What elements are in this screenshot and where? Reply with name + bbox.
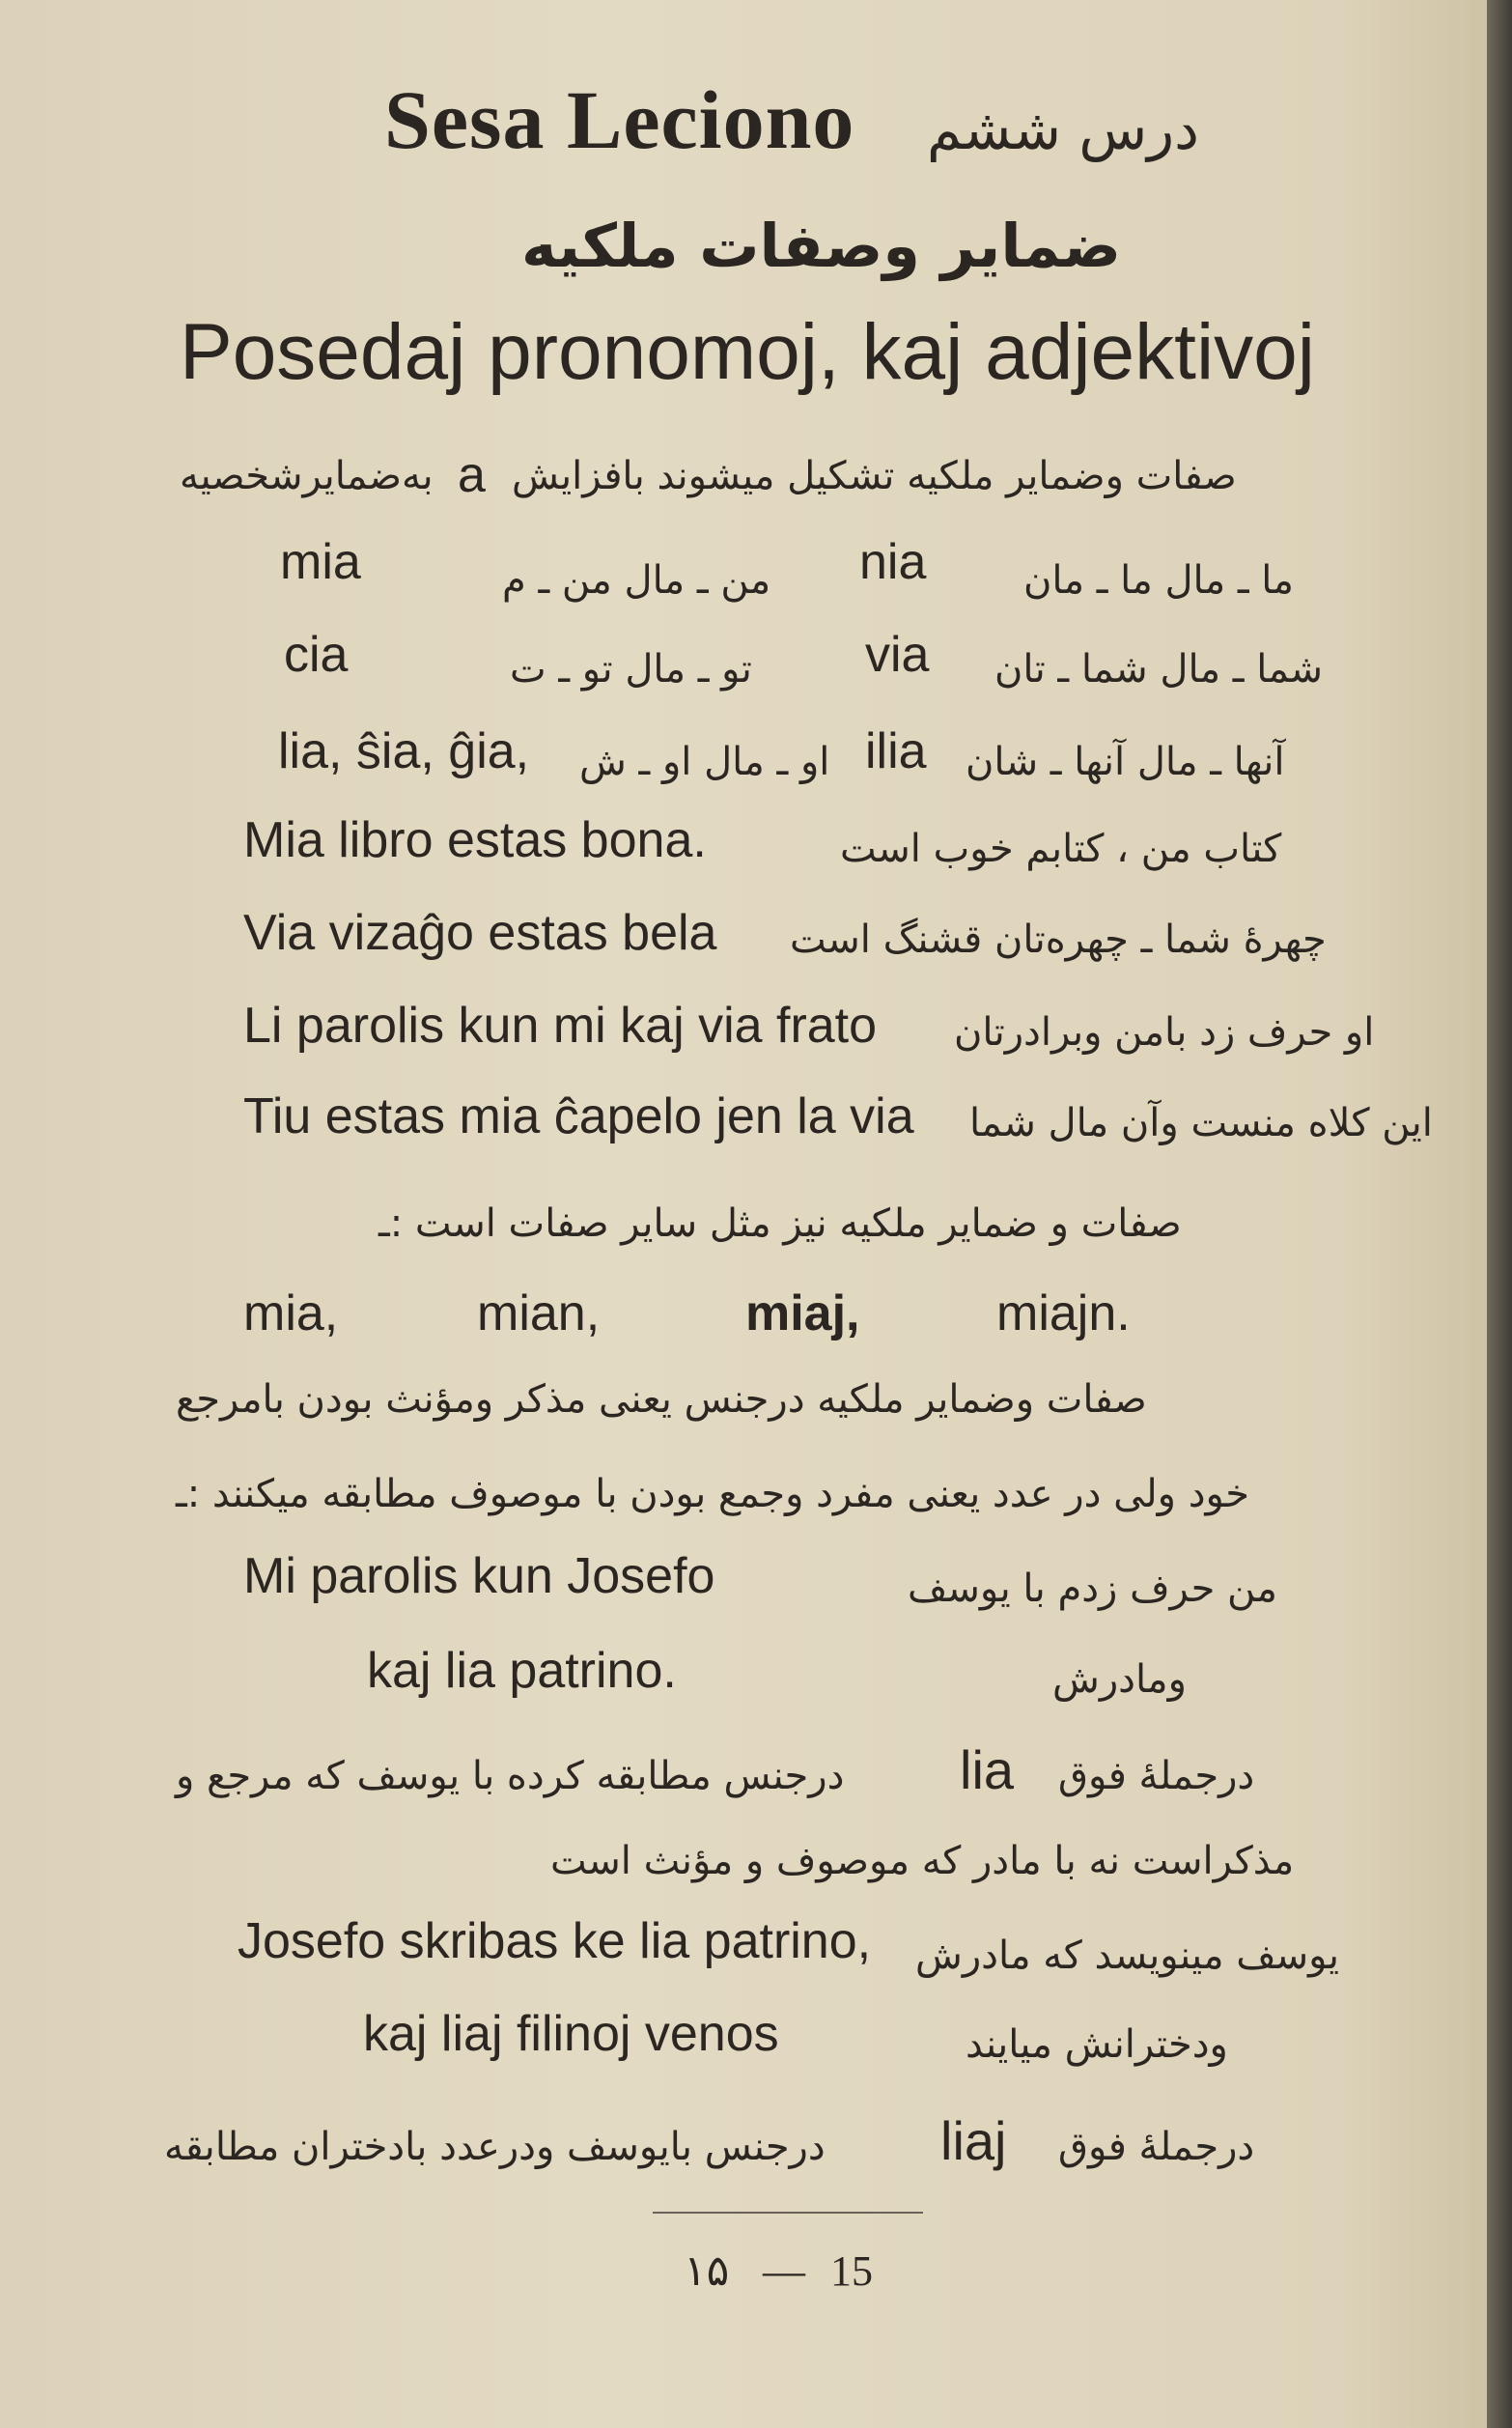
- pronoun-persian2-2: شما ـ مال شما ـ تان: [994, 647, 1324, 692]
- note-3-before: درجملهٔ فوق: [1058, 1754, 1255, 1798]
- example3-latin-2: kaj liaj filinoj venos: [363, 2006, 779, 2062]
- pronoun-persian2-3: آنها ـ مال آنها ـ شان: [966, 740, 1285, 784]
- note-4-after: درجنس بایوسف ودرعدد بادختران مطابقه: [164, 2125, 826, 2169]
- intro-persian-before: صفات وضمایر ملکیه تشکیل میشوند بافزایش: [512, 454, 1237, 498]
- form-1: mia,: [243, 1285, 339, 1341]
- page-number: 15: [830, 2247, 873, 2295]
- note-2-line-2: خود ولی در عدد یعنی مفرد وجمع بودن با موصوف مطابقه میکنند :ـ: [176, 1472, 1249, 1516]
- book-spine: [1487, 0, 1512, 2428]
- example-persian-1: کتاب من ، کتابم خوب است: [840, 827, 1282, 871]
- note-4-before: درجملهٔ فوق: [1058, 2125, 1255, 2169]
- example3-latin-1: Josefo skribas ke lia patrino,: [238, 1913, 872, 1969]
- example-latin-3: Li parolis kun mi kaj via frato: [243, 998, 878, 1054]
- note-3-word: lia: [960, 1739, 1015, 1800]
- pronoun-latin2-1: nia: [859, 534, 927, 590]
- example-persian-3: او حرف زد بامن وبرادرتان: [954, 1010, 1375, 1055]
- lesson-subtitle-persian: ضمایر وصفات ملکیه: [521, 211, 1122, 281]
- pronoun-latin-1: mia: [280, 534, 361, 590]
- intro-persian-after: به‌ضمایرشخصیه: [180, 454, 434, 498]
- lesson-title-persian: درس ششم: [927, 97, 1200, 162]
- form-2: mian,: [477, 1285, 601, 1341]
- page-number-separator: —: [763, 2247, 805, 2295]
- pronoun-latin-2: cia: [284, 627, 349, 683]
- example-latin-4: Tiu estas mia ĉapelo jen la via: [243, 1088, 914, 1144]
- pronoun-persian-1: من ـ مال من ـ م: [502, 558, 771, 603]
- note-4-word: liaj: [940, 2110, 1007, 2171]
- example2-latin-1: Mi parolis kun Josefo: [243, 1548, 715, 1604]
- example-persian-2: چهرهٔ شما ـ چهره‌تان قشنگ است: [790, 918, 1327, 962]
- intro-letter: a: [458, 447, 486, 503]
- form-3: miaj,: [745, 1285, 860, 1341]
- pronoun-persian-2: تو ـ مال تو ـ ت: [510, 647, 752, 692]
- example-persian-4: این کلاه منست وآن مال شما: [969, 1101, 1433, 1145]
- example3-persian-2: ودخترانش میایند: [966, 2022, 1228, 2067]
- page-number-persian: ۱۵: [684, 2247, 730, 2295]
- example2-persian-1: من حرف زدم با یوسف: [908, 1567, 1277, 1611]
- example-latin-1: Mia libro estas bona.: [243, 812, 707, 868]
- note-2-line-1: صفات وضمایر ملکیه درجنس یعنی مذکر ومؤنث بودن بامرجع: [176, 1377, 1147, 1422]
- pronoun-persian-3: او ـ مال او ـ ش: [579, 740, 830, 784]
- example2-persian-2: ومادرش: [1052, 1657, 1187, 1702]
- example-latin-2: Via vizaĝo estas bela: [243, 905, 717, 961]
- pronoun-latin-3: lia, ŝia, ĝia,: [278, 723, 530, 779]
- form-4: miajn.: [996, 1285, 1131, 1341]
- note-1: صفات و ضمایر ملکیه نیز مثل سایر صفات است :ـ: [378, 1201, 1182, 1246]
- pronoun-latin2-2: via: [865, 627, 930, 683]
- pronoun-persian2-1: ما ـ مال ما ـ مان: [1023, 558, 1294, 603]
- footer-rule: [653, 2212, 923, 2214]
- example3-persian-1: یوسف مینویسد که مادرش: [915, 1934, 1339, 1978]
- note-3-after: درجنس مطابقه کرده با یوسف که مرجع و: [176, 1754, 845, 1798]
- lesson-subtitle: Posedaj pronomoj, kaj adjektivoj: [180, 308, 1315, 396]
- lesson-title: Sesa Leciono: [384, 73, 855, 166]
- pronoun-latin2-3: ilia: [865, 723, 927, 779]
- example2-latin-2: kaj lia patrino.: [367, 1643, 677, 1699]
- note-3-line-2: مذکراست نه با مادر که موصوف و مؤنث است: [550, 1839, 1295, 1883]
